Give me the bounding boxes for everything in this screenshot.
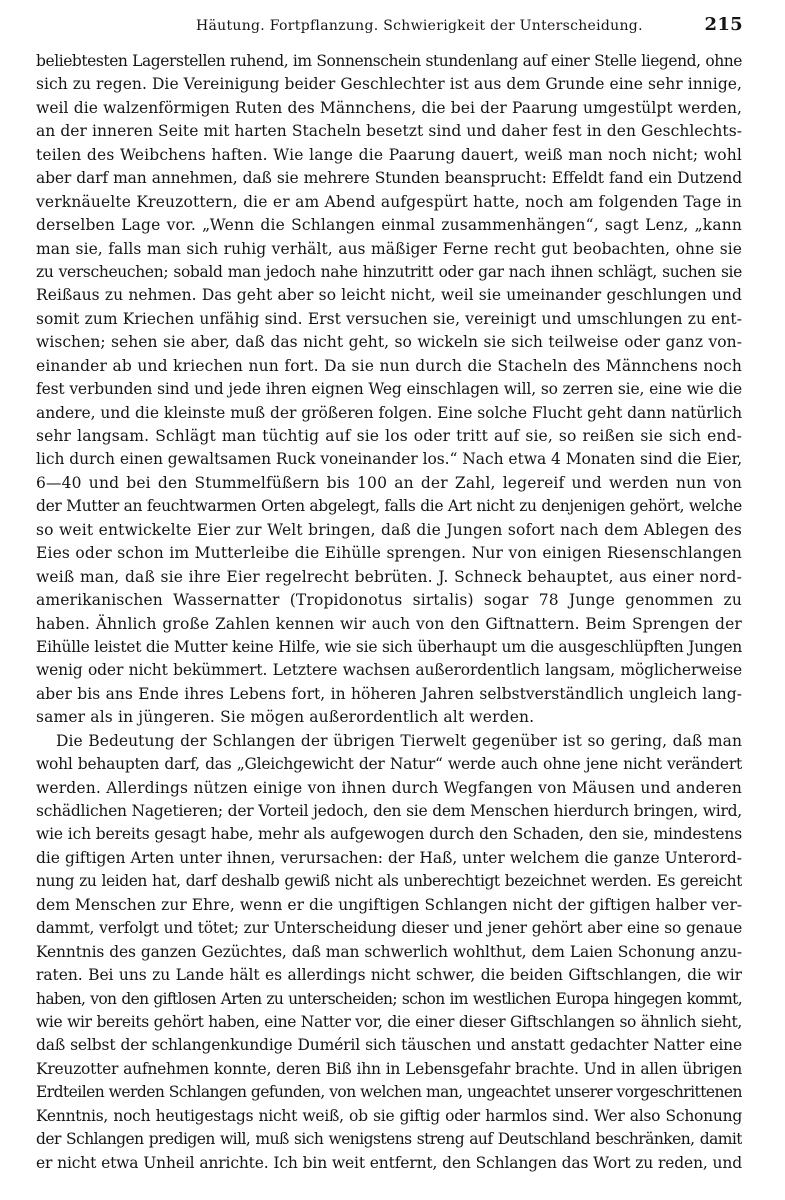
text-line: sich zu regen. Die Vereinigung beider Geschlechter ist aus dem Grunde eine sehr innige, (36, 75, 742, 94)
text-line: einander ab und kriechen nun fort. Da sie nun durch die Stacheln des Männchens noch (36, 356, 742, 375)
text-line: aber darf man annehmen, daß sie mehrere Stunden beansprucht: Effeldt fand ein Dutzend (36, 169, 742, 188)
text-line: daß selbst der schlangenkundige Duméril sich täuschen und anstatt gedachter Natter eine (36, 1036, 742, 1055)
paragraph-1 (36, 50, 742, 730)
text-line: amerikanischen Wassernatter (Tropidonotus sirtalis) sogar 78 Junge genommen zu (36, 591, 742, 610)
text-line: derselben Lage vor. „Wenn die Schlangen einmal zusammenhängen“, sagt Lenz, „kann (36, 216, 742, 235)
text-line: Kenntnis, noch heutigestags nicht weiß, ob sie giftig oder harmlos sind. Wer also Schonung (36, 1106, 742, 1125)
text-line: zu verscheuchen; sobald man jedoch nahe hinzutritt oder gar nach ihnen schlägt, suchen sie (36, 262, 742, 281)
text-line: wie wir bereits gehört haben, eine Natter vor, die einer dieser Giftschlangen so ähnlich sieht, (36, 1012, 742, 1031)
text-line: Kenntnis des ganzen Gezüchtes, daß man schwerlich wohlthut, dem Laien Schonung anzu- (36, 942, 742, 961)
text-line: wohl behaupten darf, das „Gleichgewicht der Natur“ werde auch ohne jene nicht verändert (36, 755, 742, 774)
text-line: haben, von den giftlosen Arten zu unterscheiden; schon im westlichen Europa hingegen kommt, (36, 989, 742, 1008)
text-line: lich durch einen gewaltsamen Ruck voneinander los.“ Nach etwa 4 Monaten sind die Eier, (36, 450, 742, 469)
text-line: Reißaus zu nehmen. Das geht aber so leicht nicht, weil sie umeinander geschlungen und (36, 286, 742, 305)
text-line: der Mutter an feuchtwarmen Orten abgelegt, falls die Art nicht zu denjenigen gehört, welche (36, 497, 742, 516)
text-line: dem Menschen zur Ehre, wenn er die ungiftigen Schlangen nicht der giftigen halber ver- (36, 895, 742, 914)
text-line: sehr langsam. Schlägt man tüchtig auf sie los oder tritt auf sie, so reißen sie sich end- (36, 427, 742, 445)
text-line: verknäuelte Kreuzottern, die er am Abend aufgespürt hatte, noch am folgenden Tage in (36, 192, 742, 211)
text-line: man sie, falls man sich ruhig verhält, aus mäßiger Ferne recht gut beobachten, ohne sie (36, 239, 742, 258)
text-line: dammt, verfolgt und tötet; zur Unterscheidung dieser und jener gehört aber eine so genaue (36, 919, 742, 938)
text-line: raten. Bei uns zu Lande hält es allerdings nicht schwer, die beiden Giftschlangen, die wir (36, 966, 742, 985)
text-line: weil die walzenförmigen Ruten des Männchens, die bei der Paarung umgestülpt werden, (36, 98, 742, 117)
text-line: samer als in jüngeren. Sie mögen außerordentlich alt werden. (36, 708, 535, 727)
text-line: weiß man, daß sie ihre Eier regelrecht bebrüten. J. Schneck behauptet, aus einer nord- (36, 567, 742, 586)
text-line: Die Bedeutung der Schlangen der übrigen Tierwelt gegenüber ist so gering, daß man (56, 731, 742, 750)
text-line: werden. Allerdings nützen einige von ihnen durch Wegfangen von Mäusen und anderen (36, 778, 742, 797)
text-line: wie ich bereits gesagt habe, mehr als aufgewogen durch den Schaden, den sie, mindestens (36, 825, 742, 844)
page-header (36, 14, 743, 38)
page-number: 215 (704, 14, 743, 35)
text-line: teilen des Weibchens haften. Wie lange die Paarung dauert, weiß man noch nicht; wohl (36, 145, 742, 164)
text-line: nung zu leiden hat, darf deshalb gewiß nicht als unberechtigt bezeichnet werden. Es gereicht (36, 872, 742, 891)
text-line: schädlichen Nagetieren; der Vorteil jedoch, den sie dem Menschen hierdurch bringen, wird, (36, 802, 742, 820)
text-line: fest verbunden sind und jede ihren eignen Weg einschlagen will, so zerren sie, eine wie die (36, 380, 742, 399)
text-line: Erdteilen werden Schlangen gefunden, von welchen man, ungeachtet unserer vorgeschrittenen (36, 1083, 742, 1102)
text-line: der Schlangen predigen will, muß sich wenigstens streng auf Deutschland beschränken, damit (36, 1130, 742, 1149)
text-line: andere, und die kleinste muß der größeren folgen. Eine solche Flucht geht dann natürlich (36, 403, 742, 422)
text-line: wenig oder nicht bekümmert. Letztere wachsen außerordentlich langsam, möglicherweise (36, 661, 742, 680)
text-line: wischen; sehen sie aber, daß das nicht geht, so wickeln sie sich teilweise oder ganz von- (36, 333, 742, 352)
running-title: Häutung. Fortpflanzung. Schwierigkeit der Unterscheidung. (196, 18, 643, 34)
text-line: er nicht etwa Unheil anrichte. Ich bin weit entfernt, den Schlangen das Wort zu reden, und (36, 1153, 742, 1172)
text-line: haben. Ähnlich große Zahlen kennen wir auch von den Giftnattern. Beim Sprengen der (36, 614, 742, 633)
text-line: beliebtesten Lagerstellen ruhend, im Sonnenschein stundenlang auf einer Stelle liegend, ohne (36, 52, 742, 70)
text-line: die giftigen Arten unter ihnen, verursachen: der Haß, unter welchem die ganze Unterord- (36, 848, 742, 867)
text-line: an der inneren Seite mit harten Stacheln besetzt sind und daher fest in den Geschlechts- (36, 122, 742, 141)
text-line: somit zum Kriechen unfähig sind. Erst versuchen sie, vereinigt und umschlungen zu ent- (36, 309, 742, 328)
text-line: aber bis ans Ende ihres Lebens fort, in höheren Jahren selbstverständlich ungleich lang- (36, 684, 742, 703)
text-line: 6—40 und bei den Stummelfüßern bis 100 an der Zahl, legereif und werden nun von (36, 473, 742, 492)
text-line: Eihülle leistet die Mutter keine Hilfe, wie sie sich überhaupt um die ausgeschlüpften Jungen (36, 637, 742, 656)
text-line: so weit entwickelte Eier zur Welt bringen, daß die Jungen sofort nach dem Ablegen des (36, 520, 742, 539)
text-line: Eies oder schon im Mutterleibe die Eihülle sprengen. Nur von einigen Riesenschlangen (36, 544, 742, 563)
paragraph-2 (36, 730, 742, 1175)
text-line: Kreuzotter aufnehmen konnte, deren Biß ihn in Lebensgefahr brachte. Und in allen übrigen (36, 1059, 742, 1078)
body-text (36, 50, 742, 1175)
